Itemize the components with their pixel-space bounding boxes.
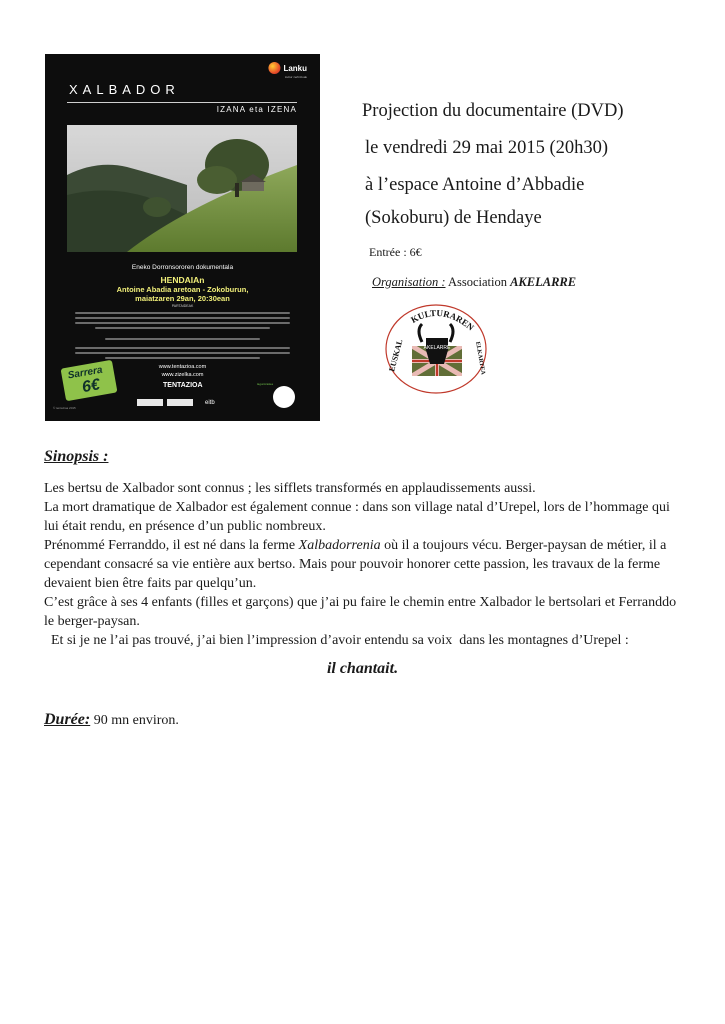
poster-venue-place: Antoine Abadia aretoan - Zokoburun, [116,285,249,294]
producer-logo: TENTAZIOA [163,382,203,389]
organisation-label: Organisation : [372,275,446,289]
sponsor-logo [167,399,193,406]
poster-website-1: www.tentazioa.com [158,364,207,370]
emblem-text-right: ELKARTEA [474,341,486,376]
poster-fine-print [75,317,290,319]
organisation-name: AKELARRE [510,275,577,289]
price-badge-value: 6€ [80,376,102,397]
poster-copyright: © tentazioa 2015 [53,406,76,410]
synopsis-body [44,479,684,650]
synopsis-paragraph: Et si je ne l’ai pas trouvé, j’ai bien l’impression d’avoir entendu sa voix dans les montagnes d’Urepel : [44,633,629,648]
duration-line [44,711,179,729]
poster-subtitle: IZANA eta IZENA [216,105,297,114]
poster-fine-print [75,322,290,324]
poster-fine-print [75,347,290,349]
event-line-projection: Projection du documentaire (DVD) [362,101,624,121]
synopsis-closing-line: il chantait. [326,660,399,677]
association-mini-logo-icon [273,386,295,408]
poster-title: XALBADOR [69,82,180,97]
synopsis-paragraph: Les bertsu de Xalbador sont connus ; les sifflets transformés en applaudissements aussi. [44,481,536,496]
poster-fine-print [95,327,270,329]
lanku-logo-icon [268,62,280,74]
duration-label: Durée: [44,711,91,728]
poster-cast-heading: PARTAIDEAK [171,304,194,308]
emblem-text-left: EUSKAL [387,338,405,373]
synopsis-text: où il a toujours vécu. Berger-paysan de métier, il a cependant consacré sa vie entière aux bertso. Mais pour pouvoir honorer cette passion, les travaux de la ferme devaient bien être faits par quelqu’un. [44,538,667,591]
broadcaster-logo: eitb [205,400,215,406]
organisation-line [372,275,576,290]
event-line-venue: à l’espace Antoine d’Abbadie [365,175,585,195]
price-badge-word: Sarrera [66,364,104,382]
synopsis-paragraph: C’est grâce à ses 4 enfants (filles et garçons) que j’ai pu faire le chemin entre Xalbador le bertsolari et Ferranddo le berger-paysan. [44,595,677,629]
mountain-landscape-photo [67,125,297,252]
poster-fine-print [75,312,290,314]
poster-venue-city: HENDAIAn [160,275,205,285]
poster-fine-print [105,338,260,340]
poster-website-2: www.zizelka.com [161,372,204,378]
event-line-city: (Sokoburu) de Hendaye [365,208,542,228]
sponsor-logo [137,399,163,406]
event-line-date: le vendredi 29 mai 2015 (20h30) [365,138,609,158]
lanku-logo [268,62,307,74]
synopsis-heading: Sinopsis : [44,448,109,465]
emblem-text-top: KULTURAREN [409,307,476,333]
emblem-text-middle: AKELARRE [423,345,451,351]
poster-venue-date: maiatzaren 29an, 20:30ean [135,294,230,303]
poster-supporter-note: laguntzailea [257,382,274,386]
poster-title-rule [67,102,297,103]
synopsis-paragraph: La mort dramatique de Xalbador est également connue : dans son village natal d’Urepel, lors de l’hommage qui lui était rendu, en présence d’un public nombreux. [44,500,670,534]
documentary-poster [45,54,320,421]
poster-fine-print [105,357,260,359]
organisation-prefix: Association [447,275,507,289]
lanku-logo-text: Lanku [283,63,307,73]
synopsis-text: Prénommé Ferranddo, il est né dans la ferme [44,538,299,553]
lanku-logo-subtext: kultur zerbitzuak [285,75,307,79]
poster-fine-print [75,352,290,354]
poster-director-line: Eneko Dorronsororen dokumentala [131,264,234,271]
entry-price: Entrée : 6€ [369,245,422,259]
farm-name: Xalbadorrenia [298,538,381,553]
duration-value: 90 mn environ. [90,713,179,728]
akelarre-emblem [382,302,490,396]
synopsis-paragraph [44,536,684,593]
